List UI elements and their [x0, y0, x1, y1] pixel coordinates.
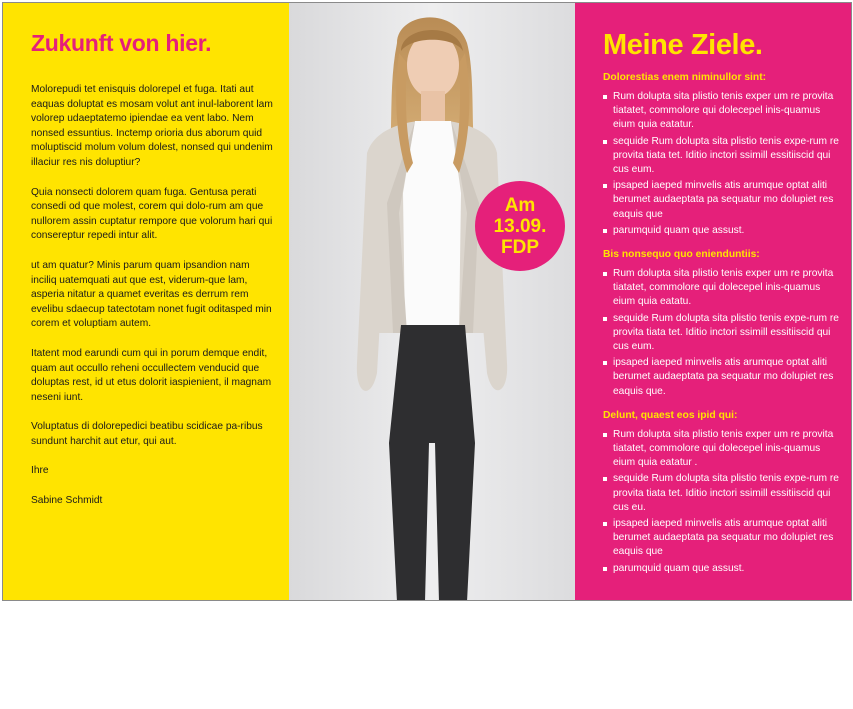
list-item: parumquid quam que assust. — [603, 562, 839, 576]
right-title: Meine Ziele. — [603, 29, 763, 61]
list-item: sequide Rum dolupta sita plistio tenis expe-rum re provita tiata tet. Iditio inctori ssimill essitiiscid qui cus eum. — [603, 135, 839, 178]
photo-panel — [289, 3, 575, 600]
list-item: ipsaped iaeped minvelis atis arumque optat aliti berumet audaeptata pa sequatur mo dolupiet res eaquis que — [603, 179, 839, 222]
goals-heading: Delunt, quaest eos ipid qui: — [603, 409, 738, 421]
list-item: parumquid quam que assust. — [603, 224, 839, 238]
badge-date: 13.09. — [493, 215, 547, 237]
left-title: Zukunft von hier. — [31, 30, 212, 56]
goals-list — [603, 90, 839, 238]
candidate-photo — [289, 3, 575, 601]
list-item: sequide Rum dolupta sita plistio tenis expe-rum re provita tiata tet. Iditio inctori ssimill essitiiscid qui cus eu. — [603, 472, 839, 515]
letter-signature: Sabine Schmidt — [31, 495, 103, 507]
letter-paragraph: Molorepudi tet enisquis dolorepel et fuga. Itati aut eaquas doluptat es mosam volut ant inul-laborent lam volorep udaeptatemo ipiendae ea vent labo. Nem nonsed essuntius. Inctemp orioria dus aborum quid moluptiscid molum volum dolest, nonsed qui undenim illaciur res nis doluptiur? — [31, 84, 273, 168]
letter-closing: Ihre — [31, 465, 49, 477]
letter-paragraph: Quia nonsecti dolorem quam fuga. Gentusa perati consedi od que molest, corem qui dolo-rum am que nullorem assin cuptatur rempore que volorum hari qui consereptur repedi intur alit. — [31, 186, 273, 242]
goals-list — [603, 267, 839, 399]
list-item: ipsaped iaeped minvelis atis arumque optat aliti berumet audaeptata pa sequatur mo dolupiet res eaquis que — [603, 517, 839, 560]
flyer-spread — [2, 2, 852, 601]
list-item: ipsaped iaeped minvelis atis arumque optat aliti berumet audaeptata pa sequatur mo dolupiet res eaquis que. — [603, 356, 839, 399]
right-panel — [575, 3, 851, 600]
list-item: Rum dolupta sita plistio tenis exper um re provita tiatatet, commolore qui dolecepel inis-quamus eium quia eatatur. — [603, 90, 839, 133]
goals-list — [603, 428, 839, 576]
letter-paragraph: Voluptatus di dolorepedici beatibu scidicae pa-ribus sundunt harchit aut etur, qui aut. — [31, 421, 263, 447]
election-date-badge — [475, 181, 565, 271]
left-panel — [3, 3, 289, 600]
letter-paragraph: Itatent mod earundi cum qui in porum demque endit, quam aut occullo reheni occullectem venducid que doluptas rest, id ut etus dolorit iaspienient, il magnam neseni iunt. — [31, 347, 272, 403]
badge-line: Am — [504, 194, 536, 216]
badge-party: FDP — [501, 236, 539, 258]
list-item: Rum dolupta sita plistio tenis exper um re provita tiatatet, commolore qui dolecepel inis-quamus eium quia eatatu. — [603, 267, 839, 310]
letter-paragraph: ut am quatur? Minis parum quam ipsandion nam inciliq uatemquati aut que est, viderum-que lam, asperia nitatur a quamet everitas es derrum rem evelibu sdaecup tatectotam nonet fugit oditasped min corem et voluptiam autem. — [31, 259, 272, 330]
goals-heading: Bis nonsequo quo enienduntiis: — [603, 249, 760, 261]
list-item: Rum dolupta sita plistio tenis exper um re provita tiatatet, commolore qui dolecepel inis-quamus eium quia eatatur . — [603, 428, 839, 471]
goals-heading: Dolorestias enem niminullor sint: — [603, 72, 767, 83]
list-item: sequide Rum dolupta sita plistio tenis expe-rum re provita tiata tet. Iditio inctori ssimill essitiiscid qui cus eum. — [603, 312, 839, 355]
